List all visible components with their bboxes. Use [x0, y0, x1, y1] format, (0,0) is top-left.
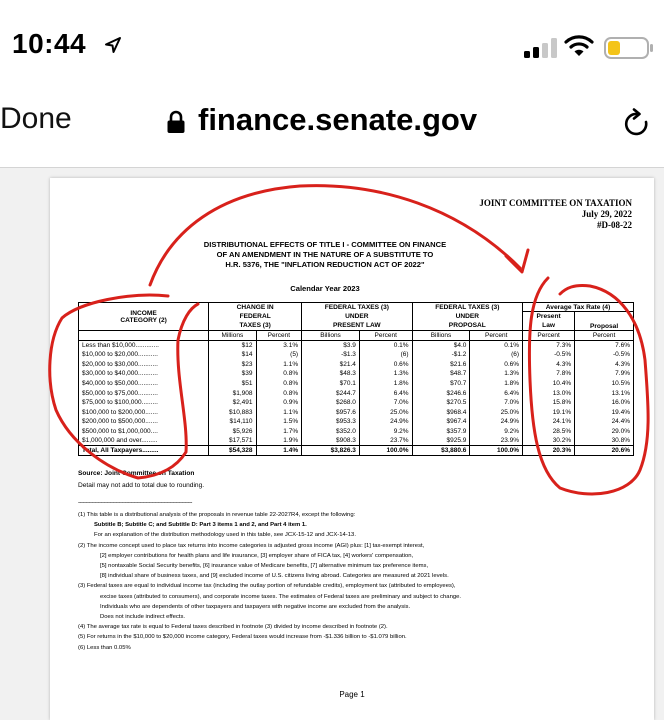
value-cell: $14 [209, 350, 256, 360]
date-header-line: July 29, 2022 [581, 209, 632, 219]
value-cell: 24.1% [523, 417, 575, 427]
proposal-col-header: Proposal [575, 312, 634, 331]
value-cell: 4.3% [575, 359, 634, 369]
footnote: (1) This table is a distributional analysis of the proposals in revenue table 22-2027R4, except the following: [78, 512, 356, 518]
income-category-cell: $75,000 to $100,000......... [79, 398, 209, 408]
value-cell: $70.7 [412, 379, 470, 389]
url-address-bar[interactable]: finance.senate.gov [198, 102, 478, 137]
separator-line: ---------------------------------------------------------------------------- [78, 500, 192, 506]
value-cell: $925.9 [412, 436, 470, 446]
battery-low-icon [604, 37, 654, 59]
value-cell: 100.0% [359, 446, 412, 456]
value-cell: 1.3% [359, 369, 412, 379]
footnote: Individuals who are dependents of other taxpayers and taxpayers with negative income are excluded from the analysis. [100, 603, 411, 610]
title-line: OF AN AMENDMENT IN THE NATURE OF A SUBSTITUTE TO [216, 250, 434, 259]
value-cell: 0.6% [359, 359, 412, 369]
value-cell: $3.9 [302, 340, 360, 350]
calendar-year: Calendar Year 2023 [290, 284, 360, 293]
value-cell: $2,491 [209, 398, 256, 408]
value-cell: $17,571 [209, 436, 256, 446]
table-row [79, 417, 634, 427]
value-cell: 1.9% [256, 436, 302, 446]
value-cell: 0.8% [256, 388, 302, 398]
value-cell: 1.1% [256, 359, 302, 369]
table-total-row [79, 446, 634, 456]
income-category-cell: $20,000 to $30,000........... [79, 359, 209, 369]
subheader: Billions [412, 331, 470, 341]
table-row [79, 340, 634, 350]
value-cell: 19.1% [523, 407, 575, 417]
value-cell: 7.0% [470, 398, 523, 408]
value-cell: $39 [209, 369, 256, 379]
value-cell: $908.3 [302, 436, 360, 446]
subheader-blank [79, 331, 209, 341]
income-category-cell: Less than $10,000............. [79, 340, 209, 350]
income-category-cell: $200,000 to $500,000....... [79, 417, 209, 427]
value-cell: $4.0 [412, 340, 470, 350]
value-cell: 23.9% [470, 436, 523, 446]
value-cell: 0.1% [359, 340, 412, 350]
value-cell: 19.4% [575, 407, 634, 417]
table-row [79, 388, 634, 398]
income-category-cell: $500,000 to $1,000,000.... [79, 427, 209, 437]
value-cell: 24.9% [359, 417, 412, 427]
value-cell: $21.6 [412, 359, 470, 369]
value-cell: 0.9% [256, 398, 302, 408]
present-law-col-header: Present [523, 312, 575, 321]
value-cell: 6.4% [470, 388, 523, 398]
value-cell: 10.5% [575, 379, 634, 389]
value-cell: $357.9 [412, 427, 470, 437]
subheader: Percent [575, 331, 634, 341]
income-category-cell: $100,000 to $200,000....... [79, 407, 209, 417]
value-cell: 1.8% [470, 379, 523, 389]
rounding-note: Detail may not add to total due to rounding. [78, 482, 205, 489]
value-cell: 9.2% [470, 427, 523, 437]
value-cell: 30.2% [523, 436, 575, 446]
income-category-cell: $30,000 to $40,000........... [79, 369, 209, 379]
value-cell: $244.7 [302, 388, 360, 398]
value-cell: -0.5% [523, 350, 575, 360]
table-row [79, 427, 634, 437]
subheader: Percent [523, 331, 575, 341]
table-row [79, 398, 634, 408]
footnote: [8] individual share of business taxes, and [9] excluded income of U.S. citizens living abroad. Categories are measured at 2021 levels. [100, 573, 449, 580]
table-row [79, 407, 634, 417]
change-header-line: FEDERAL [209, 312, 302, 321]
value-cell: 0.6% [470, 359, 523, 369]
table-row [79, 436, 634, 446]
value-cell: 16.0% [575, 398, 634, 408]
value-cell: $246.6 [412, 388, 470, 398]
value-cell: 7.9% [575, 369, 634, 379]
value-cell: 7.3% [523, 340, 575, 350]
document-title [170, 240, 480, 270]
value-cell: $352.0 [302, 427, 360, 437]
value-cell: $953.3 [302, 417, 360, 427]
location-arrow-icon [104, 36, 122, 54]
subheader: Percent [359, 331, 412, 341]
value-cell: 0.1% [470, 340, 523, 350]
income-category-cell: $1,000,000 and over......... [79, 436, 209, 446]
document-header [479, 198, 632, 231]
footnote: (3) Federal taxes are equal to individual income tax (including the outlay portion of refundable credits), employment tax (attributed to employees), [78, 583, 456, 590]
pdf-page [50, 178, 654, 720]
value-cell: 1.4% [256, 446, 302, 456]
page-number: Page 1 [339, 690, 365, 699]
value-cell: 20.3% [523, 446, 575, 456]
done-button[interactable]: Done [0, 102, 72, 135]
footnote: (4) The average tax rate is equal to Federal taxes described in footnote (3) divided by income described in footnote (2). [78, 624, 388, 631]
value-cell: (5) [256, 350, 302, 360]
value-cell: 30.8% [575, 436, 634, 446]
footnotes [78, 510, 638, 653]
proposal-header-line: UNDER [412, 312, 522, 321]
value-cell: 1.1% [256, 407, 302, 417]
income-category-cell: Total, All Taxpayers......... [79, 446, 209, 456]
value-cell: 1.3% [470, 369, 523, 379]
footnote: (5) For returns in the $10,000 to $20,000 income category, Federal taxes would increase from -$1.336 billion to -$1.079 billion. [78, 634, 407, 641]
present-law-col-header-line: Law [523, 321, 575, 330]
value-cell: $54,328 [209, 446, 256, 456]
value-cell: 1.5% [256, 417, 302, 427]
table-body [79, 340, 634, 455]
reload-icon[interactable] [622, 108, 652, 140]
value-cell: $270.5 [412, 398, 470, 408]
value-cell: 0.8% [256, 369, 302, 379]
income-category-cell: $50,000 to $75,000........... [79, 388, 209, 398]
distribution-table [78, 302, 634, 456]
value-cell: 13.0% [523, 388, 575, 398]
value-cell: 1.7% [256, 427, 302, 437]
value-cell: 7.0% [359, 398, 412, 408]
footnote: For an explanation of the distribution methodology used in this table, see JCX-15-12 and JCX-14-13. [94, 532, 356, 539]
value-cell: 23.7% [359, 436, 412, 446]
value-cell: $1,908 [209, 388, 256, 398]
value-cell: 13.1% [575, 388, 634, 398]
value-cell: $268.0 [302, 398, 360, 408]
income-category-cell: $40,000 to $50,000........... [79, 379, 209, 389]
income-category-header: INCOME CATEGORY (2) [79, 303, 209, 331]
value-cell: 6.4% [359, 388, 412, 398]
clock-time: 10:44 [12, 28, 87, 59]
value-cell: $967.4 [412, 417, 470, 427]
value-cell: 25.0% [359, 407, 412, 417]
value-cell: $70.1 [302, 379, 360, 389]
value-cell: 24.4% [575, 417, 634, 427]
value-cell: 7.8% [523, 369, 575, 379]
value-cell: $10,883 [209, 407, 256, 417]
table-row [79, 369, 634, 379]
value-cell: 20.6% [575, 446, 634, 456]
proposal-header: FEDERAL TAXES (3) [412, 303, 522, 312]
value-cell: $14,110 [209, 417, 256, 427]
value-cell: 29.0% [575, 427, 634, 437]
value-cell: $3,826.3 [302, 446, 360, 456]
value-cell: 100.0% [470, 446, 523, 456]
value-cell: $968.4 [412, 407, 470, 417]
value-cell: (6) [470, 350, 523, 360]
value-cell: 9.2% [359, 427, 412, 437]
present-law-header-line: UNDER [302, 312, 412, 321]
status-bar [0, 0, 664, 72]
subheader: Millions [209, 331, 256, 341]
value-cell: -$1.2 [412, 350, 470, 360]
value-cell: $51 [209, 379, 256, 389]
value-cell: $5,926 [209, 427, 256, 437]
doc-number-header-line: #D-08-22 [597, 220, 632, 230]
value-cell: -0.5% [575, 350, 634, 360]
value-cell: 0.8% [256, 379, 302, 389]
avg-tax-rate-header: Average Tax Rate (4) [523, 303, 634, 312]
present-law-header-line: PRESENT LAW [302, 321, 412, 330]
footnote: Subtitle B; Subtitle C; and Subtitle D: Part 3 items 1 and 2, and Part 4 item 1. [94, 522, 307, 529]
pdf-viewer[interactable] [0, 168, 664, 720]
value-cell: 4.3% [523, 359, 575, 369]
value-cell: $48.7 [412, 369, 470, 379]
footnote: [5] nontaxable Social Security benefits, [6] insurance value of Medicare benefits, [7] alternative minimum tax preference items, [100, 563, 429, 570]
browser-toolbar [0, 72, 664, 168]
table-row [79, 350, 634, 360]
value-cell: 24.9% [470, 417, 523, 427]
change-header: CHANGE IN [209, 303, 302, 312]
footnote: (6) Less than 0.05% [78, 644, 131, 651]
value-cell: $21.4 [302, 359, 360, 369]
cellular-signal-icon [524, 38, 558, 58]
value-cell: -$1.3 [302, 350, 360, 360]
jct-header-line: JOINT COMMITTEE ON TAXATION [479, 198, 632, 208]
proposal-header-line: PROPOSAL [412, 321, 522, 330]
value-cell: 1.8% [359, 379, 412, 389]
source-note: Source: Joint Committee on Taxation [78, 470, 195, 477]
title-line: DISTRIBUTIONAL EFFECTS OF TITLE I - COMMITTEE ON FINANCE [203, 240, 447, 249]
footnote: excise taxes (attributed to consumers), and corporate income taxes. The estimates of Federal taxes are preliminary and subject to change. [100, 593, 462, 600]
value-cell: 10.4% [523, 379, 575, 389]
footnote: Does not include indirect effects. [100, 614, 186, 621]
subheader: Percent [470, 331, 523, 341]
lock-icon [166, 110, 186, 134]
value-cell: $12 [209, 340, 256, 350]
wifi-icon [564, 34, 594, 58]
title-line: H.R. 5376, THE "INFLATION REDUCTION ACT OF 2022" [225, 260, 425, 269]
subheader: Percent [256, 331, 302, 341]
value-cell: (6) [359, 350, 412, 360]
footnote: [2] employer contributions for health plans and life insurance, [3] employer share of FICA tax, [4] workers' compensation, [100, 552, 414, 559]
value-cell: 3.1% [256, 340, 302, 350]
table-row [79, 359, 634, 369]
change-header-line: TAXES (3) [209, 321, 302, 330]
subheader: Billions [302, 331, 360, 341]
value-cell: $48.3 [302, 369, 360, 379]
value-cell: 15.8% [523, 398, 575, 408]
present-law-header: FEDERAL TAXES (3) [302, 303, 412, 312]
value-cell: $3,880.6 [412, 446, 470, 456]
value-cell: 28.5% [523, 427, 575, 437]
income-category-cell: $10,000 to $20,000........... [79, 350, 209, 360]
value-cell: 7.6% [575, 340, 634, 350]
footnote: (2) The income concept used to place tax returns into income categories is adjusted gross income (AGI) plus: [1] tax-exempt interest, [78, 542, 425, 549]
value-cell: $23 [209, 359, 256, 369]
table-row [79, 379, 634, 389]
value-cell: 25.0% [470, 407, 523, 417]
value-cell: $957.6 [302, 407, 360, 417]
